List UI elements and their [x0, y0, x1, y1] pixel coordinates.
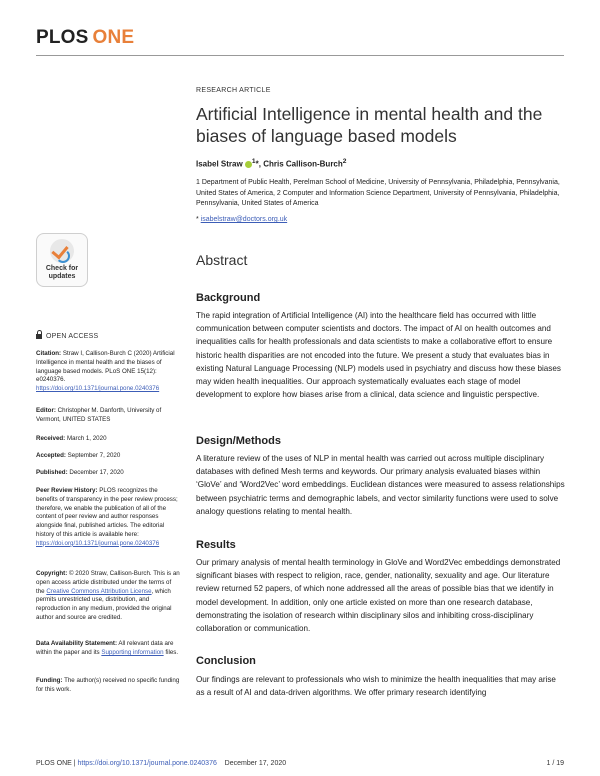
article-title: Artificial Intelligence in mental health and the biases of language based models: [196, 104, 543, 146]
footer-date: December 17, 2020: [224, 760, 287, 767]
page-footer: [36, 760, 564, 767]
background-heading: Background: [196, 292, 261, 304]
peer-review-block: Peer Review History: PLOS recognizes the benefits of transparency in the peer review process; therefore, we enable the publication of all of the content of peer review and author responses alongside final, published articles. The editorial history of this article is available here: https://doi.org/10.1371/journal.pone.0240376: [36, 487, 178, 547]
check-for-updates-badge[interactable]: [36, 233, 88, 287]
results-text: Our primary analysis of mental health terminology in GloVe and Word2Vec embeddings demonstrated significant biases with respect to religion, race, gender, nationality, sexuality and age. Our literature review returned 52 papers, of which none addressed all the areas of possible bias that we identify in model development. In addition, only one article existed on more than one research database, demonstrating the isolation of research within disciplinary silos and inhibiting cross-disciplinary collaboration or communication.: [196, 558, 561, 634]
citation-link[interactable]: https://doi.org/10.1371/journal.pone.0240376: [36, 385, 160, 393]
logo-one-text: ONE: [92, 27, 135, 48]
editor-block: Editor: Christopher M. Danforth, University of Vermont, UNITED STATES: [36, 407, 162, 423]
open-lock-icon: [36, 334, 42, 339]
peer-review-link[interactable]: https://doi.org/10.1371/journal.pone.0240376: [36, 539, 160, 547]
conclusion-heading: Conclusion: [196, 655, 256, 667]
footer-left: PLOS ONE | https://doi.org/10.1371/journal.pone.0240376 December 17, 2020: [36, 760, 287, 767]
orcid-icon[interactable]: [245, 161, 252, 168]
funding-block: Funding: The author(s) received no specific funding for this work.: [36, 677, 180, 693]
author-1[interactable]: Isabel Straw: [196, 159, 243, 169]
conclusion-text: Our findings are relevant to professionals who wish to minimize the health inequalities that may arise as a result of AI and data-driven algorithms. We offer primary research identifying: [196, 675, 556, 698]
email-link[interactable]: isabelstraw@doctors.org.uk: [200, 216, 288, 223]
author-2[interactable]: , Chris Callison-Burch: [258, 159, 343, 169]
check-updates-label: Check for updates: [45, 265, 79, 280]
logo-plos-text: PLOS: [36, 27, 89, 48]
published-block: Published: December 17, 2020: [36, 469, 124, 476]
open-access: OPEN ACCESS: [36, 333, 98, 340]
received-block: Received: March 1, 2020: [36, 435, 107, 442]
cc-license-link[interactable]: Creative Commons Attribution License: [46, 587, 152, 595]
author-2-sup: 2: [342, 158, 347, 165]
page-number: 1 / 19: [546, 760, 564, 767]
check-updates-icon: [50, 239, 74, 263]
methods-text: A literature review of the uses of NLP in mental health was carried out across multiple disciplinary databases with defined Mesh terms and keywords. Our primary analysis evaluated biases within ‘GloVe’ and ‘Word2Vec’ word embeddings. Euclidean distances were measured to assess relationships between psychiatric terms and demographic labels, and vector similarity functions were used to solve analogy questions relating to mental health.: [196, 454, 565, 516]
email-mark: *: [196, 216, 199, 223]
author-line: [196, 158, 346, 169]
footer-doi-link[interactable]: https://doi.org/10.1371/journal.pone.0240376: [77, 760, 217, 767]
author-1-sup: 1: [251, 158, 256, 165]
author-1-mark: *: [255, 159, 259, 169]
header-rule: [36, 55, 564, 56]
accepted-block: Accepted: September 7, 2020: [36, 452, 121, 459]
background-text: The rapid integration of Artificial Intelligence (AI) into the healthcare field has occurred with little communication between computer scientists and doctors. The impact of AI on health outcomes and inequalities calls for health professionals and data scientists to make a collaborative effort to ensure historic health disparities are not encoded into the future. We present a study that evaluates bias in existing Natural Language Processing (NLP) models used in psychiatry and discuss how these biases may widen health inequalities. Our approach systematically evaluates each stage of model development to explore how biases arise from a clinical, data science and linguistic perspective.: [196, 311, 561, 400]
article-type: RESEARCH ARTICLE: [196, 87, 271, 94]
supporting-info-link[interactable]: Supporting information: [101, 648, 164, 656]
affiliations: 1 Department of Public Health, Perelman School of Medicine, University of Pennsylvania, Philadelphia, Pennsylvania, United States of America, 2 Computer and Information Science Department, University of Pennsylvania, Philadelphia, Pennsylvania, United States of America: [196, 179, 560, 207]
citation-block: Citation: Straw I, Callison-Burch C (2020) Artificial Intelligence in mental health and the biases of language based models. PLoS ONE 15(12): e0240376. https://doi.org/10.1371/journal.pone.0240376: [36, 350, 175, 393]
abstract-heading: Abstract: [196, 252, 248, 268]
plos-one-logo: [36, 27, 134, 49]
results-heading: Results: [196, 539, 236, 551]
data-availability-block: Data Availability Statement: All relevant data are within the paper and its Supporting information files.: [36, 640, 179, 656]
methods-heading: Design/Methods: [196, 435, 281, 447]
corresponding-email: [196, 216, 287, 223]
copyright-block: Copyright: © 2020 Straw, Callison-Burch. This is an open access article distributed under the terms of the Creative Commons Attribution License, which permits unrestricted use, distribution, and reproduction in any medium, provided the original author and source are credited.: [36, 570, 180, 621]
